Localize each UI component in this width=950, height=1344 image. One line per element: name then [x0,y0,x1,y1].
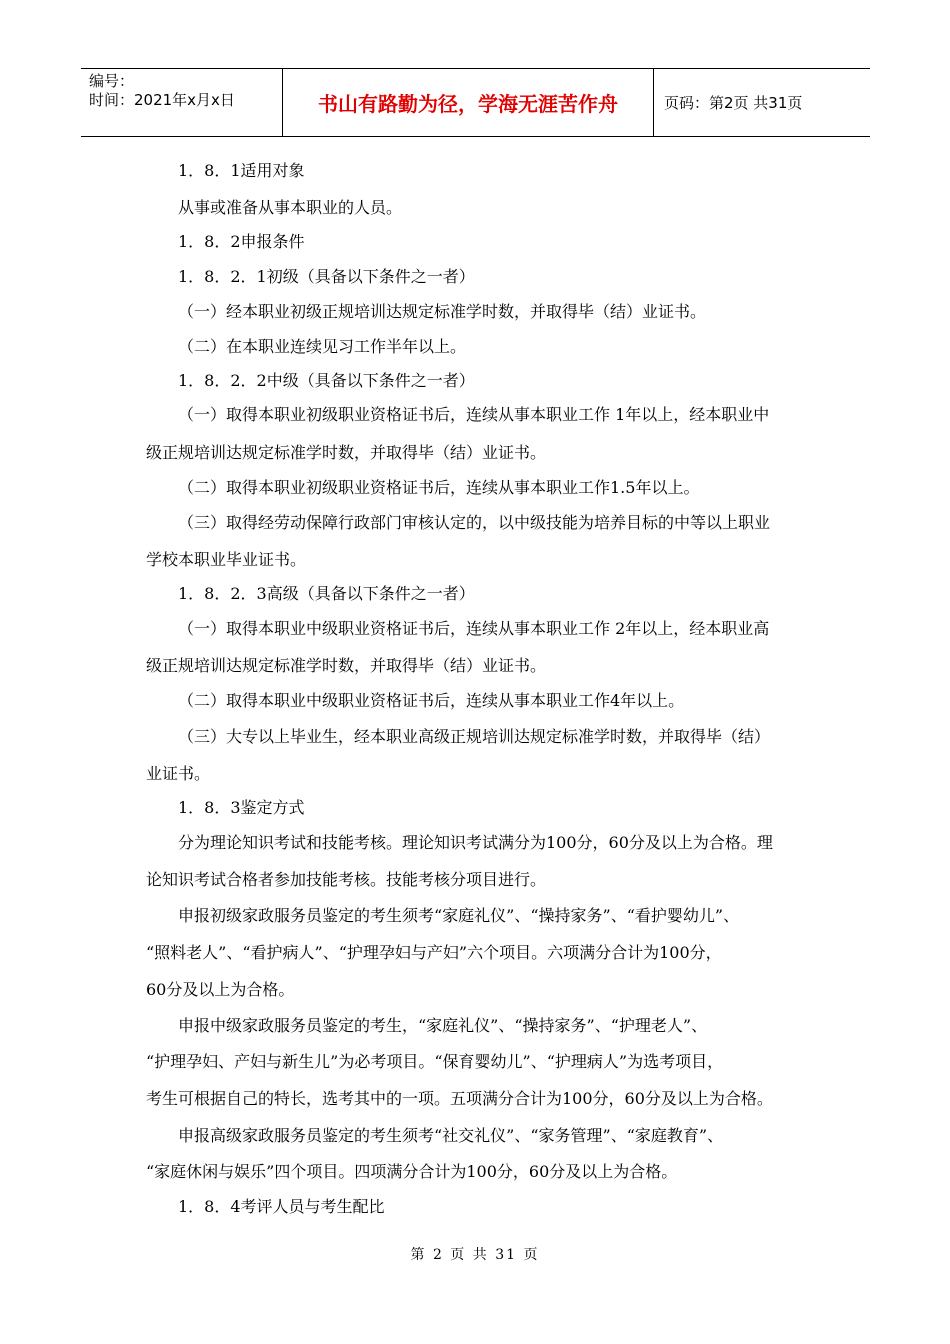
header-motto-cell [283,69,654,136]
line-17: （三）大专以上毕业生，经本职业高级正规培训达规定标准学时数，并取得毕（结） [178,727,771,746]
line-27: 考生可根据自己的特长，选考其中的一项。五项满分合计为100分，60分及以上为合格。 [146,1089,773,1108]
line-30: 1．8．4考评人员与考生配比 [178,1197,385,1216]
line-16: （二）取得本职业中级职业资格证书后，连续从事本职业工作4年以上。 [178,691,685,710]
page-label: 页码：第2页 共31页 [664,94,803,112]
time-label: 时间：2021年x月x日 [89,91,235,109]
line-28: 申报高级家政服务员鉴定的考生须考“社交礼仪”、“家务管理”、“家庭教育”、 [178,1126,724,1145]
motto-text: 书山有路勤为径，学海无涯苦作舟 [318,92,618,116]
line-18: 业证书。 [146,764,211,783]
line-11: （三）取得经劳动保障行政部门审核认定的，以中级技能为培养目标的中等以上职业 [178,513,771,532]
line-8: （一）取得本职业初级职业资格证书后，连续从事本职业工作 1年以上，经本职业中 [178,405,770,424]
line-2: 从事或准备从事本职业的人员。 [178,198,403,217]
line-20: 分为理论知识考试和技能考核。理论知识考试满分为100分，60分及以上为合格。理 [178,833,773,852]
line-3: 1．8．2申报条件 [178,232,305,251]
line-7: 1．8．2．2中级（具备以下条件之一者） [178,371,475,390]
line-23: “照料老人”、“看护病人”、“护理孕妇与产妇”六个项目。六项满分合计为100分， [146,943,722,962]
line-19: 1．8．3鉴定方式 [178,798,305,817]
page-footer: 第 2 页 共 31 页 [410,1247,540,1263]
line-25: 申报中级家政服务员鉴定的考生，“家庭礼仪”、“操持家务”、“护理老人”、 [178,1016,708,1035]
line-29: “家庭休闲与娱乐”四个项目。四项满分合计为100分，60分及以上为合格。 [146,1162,678,1181]
line-24: 60分及以上为合格。 [146,980,295,999]
line-10: （二）取得本职业初级职业资格证书后，连续从事本职业工作1.5年以上。 [178,478,700,497]
line-13: 1．8．2．3高级（具备以下条件之一者） [178,584,475,603]
line-1: 1．8．1适用对象 [178,161,305,180]
line-5: （一）经本职业初级正规培训达规定标准学时数，并取得毕（结）业证书。 [178,302,707,321]
line-15: 级正规培训达规定标准学时数，并取得毕（结）业证书。 [146,656,547,675]
header-page-cell [654,69,870,136]
line-12: 学校本职业毕业证书。 [146,550,307,569]
number-label: 编号： [89,72,135,90]
line-6: （二）在本职业连续见习工作半年以上。 [178,337,467,356]
line-4: 1．8．2．1初级（具备以下条件之一者） [178,267,475,286]
line-26: “护理孕妇、产妇与新生儿”为必考项目。“保育婴幼儿”、“护理病人”为选考项目， [146,1052,724,1071]
line-9: 级正规培训达规定标准学时数，并取得毕（结）业证书。 [146,443,547,462]
line-21: 论知识考试合格者参加技能考核。技能考核分项目进行。 [146,870,547,889]
header-info-cell [81,69,283,136]
header-table [81,68,870,137]
line-22: 申报初级家政服务员鉴定的考生须考“家庭礼仪”、“操持家务”、“看护婴幼儿”、 [178,906,740,925]
line-14: （一）取得本职业中级职业资格证书后，连续从事本职业工作 2年以上，经本职业高 [178,619,770,638]
